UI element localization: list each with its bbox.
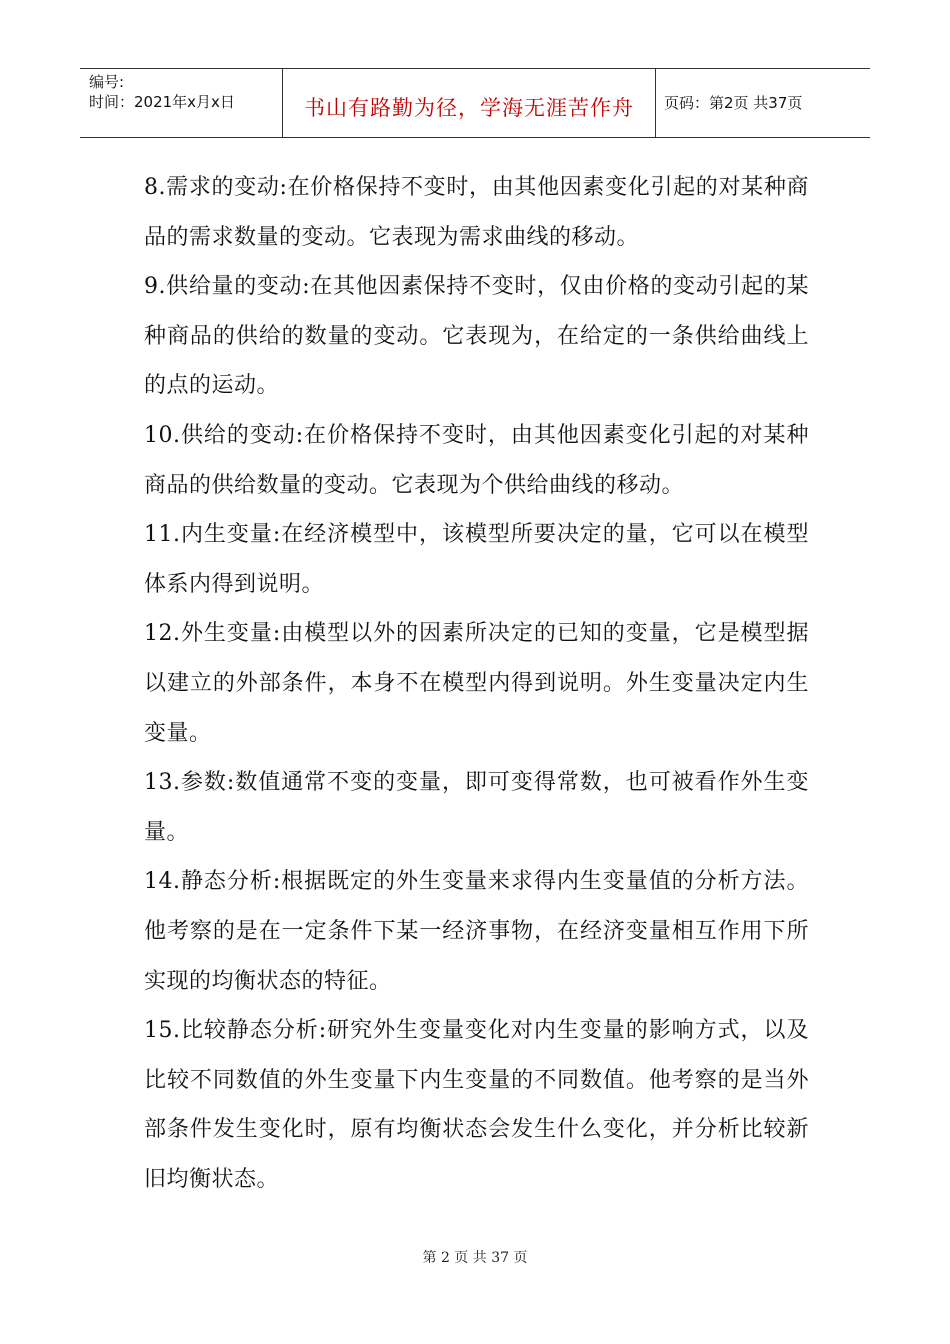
definition-paragraph: 15.比较静态分析:研究外生变量变化对内生变量的影响方式，以及比较不同数值的外生变量下内生变量的不同数值。他考察的是当外部条件发生变化时，原有均衡状态会发生什么变化，并分析比较新旧均衡状态。 [144,1018,809,1192]
time-label: 时间：2021年x月x日 [89,93,235,111]
motto-text: 书山有路勤为径，学海无涯苦作舟 [304,96,634,120]
page-header [80,68,870,138]
definition-paragraph: 11.内生变量:在经济模型中，该模型所要决定的量，它可以在模型体系内得到说明。 [144,522,809,597]
page-info: 页码：第2页 共37页 [664,94,803,112]
number-label: 编号: [89,73,125,91]
definition-paragraph: 12.外生变量:由模型以外的因素所决定的已知的变量，它是模型据以建立的外部条件，本身不在模型内得到说明。外生变量决定内生变量。 [144,621,809,746]
definition-paragraph: 9.供给量的变动:在其他因素保持不变时，仅由价格的变动引起的某种商品的供给的数量的变动。它表现为，在给定的一条供给曲线上的点的运动。 [144,274,809,399]
definition-paragraph: 8.需求的变动:在价格保持不变时，由其他因素变化引起的对某种商品的需求数量的变动。它表现为需求曲线的移动。 [144,175,809,250]
header-page-cell [656,69,870,137]
definition-paragraph: 13.参数:数值通常不变的变量，即可变得常数，也可被看作外生变量。 [144,770,809,845]
definition-paragraph: 10.供给的变动:在价格保持不变时，由其他因素变化引起的对某种商品的供给数量的变动。它表现为个供给曲线的移动。 [144,422,809,498]
document-body [144,163,809,1204]
definition-paragraph: 14.静态分析:根据既定的外生变量来求得内生变量值的分析方法。他考察的是在一定条件下某一经济事物，在经济变量相互作用下所实现的均衡状态的特征。 [144,869,809,994]
header-motto-cell [283,69,656,137]
header-meta-cell [80,69,283,137]
page-footer: 第 2 页 共 37 页 [422,1250,528,1266]
